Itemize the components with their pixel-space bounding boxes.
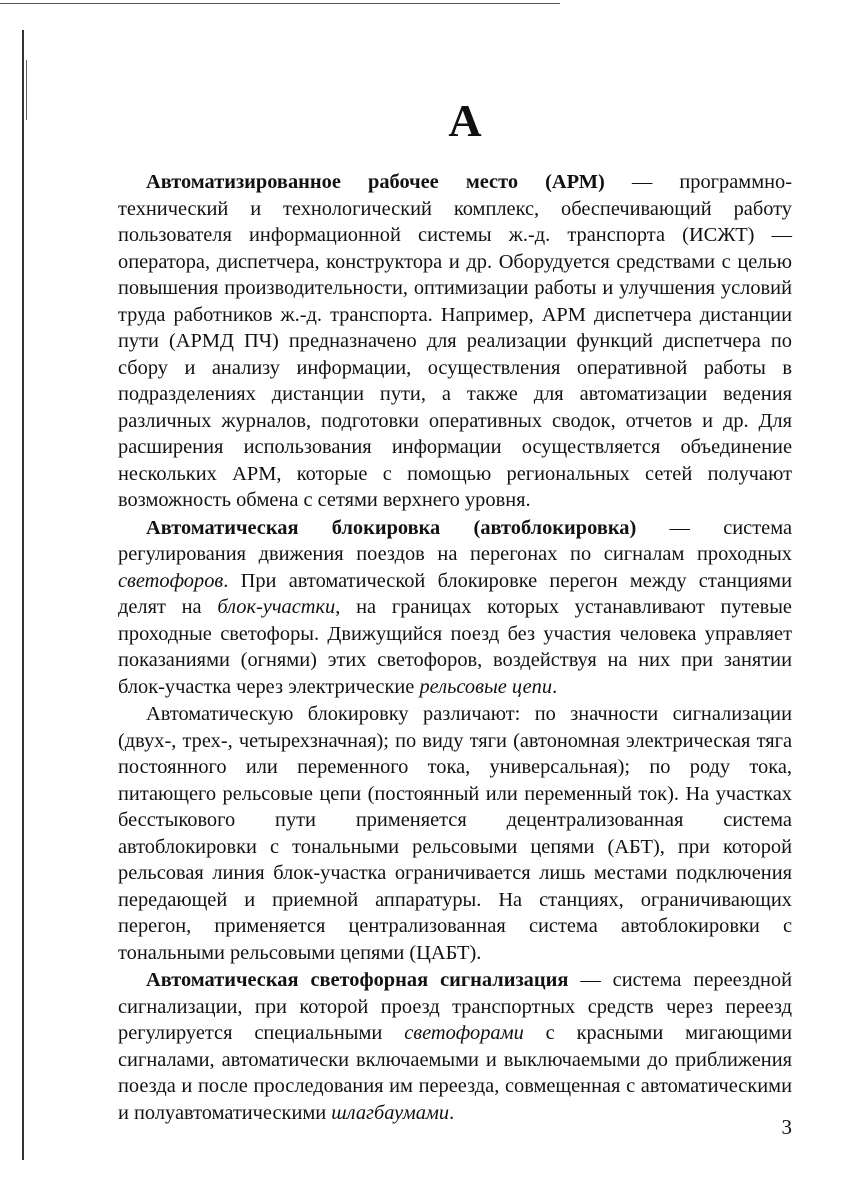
entry-definition: . [449,1101,455,1124]
dictionary-entry-crossing-signal [118,967,792,1126]
entry-definition: — система переездной сигнализации, при которой проезд транспортных средств через переезд регулируется специальными [118,969,792,1044]
dictionary-page [118,95,792,1126]
entry-term: Автоматическая светофорная сигнализация [146,969,569,991]
dictionary-entry-autoblock [118,515,792,701]
scan-edge-line [0,3,560,4]
binding-margin-mark [26,60,27,120]
page-number: 3 [781,1115,792,1139]
entry-definition: с красными мигающими сигналами, автоматически включаемыми и выключаемыми до приближения поезда и после проследования им переезда, совмещенная с автоматическими и полуавтоматическими [118,1022,792,1124]
entry-term: Автоматическая блокировка (автоблокировка) [146,516,637,539]
entry-definition: . При автоматической блокировке перегон между станциями делят на [118,569,792,618]
cross-reference: светофоров [118,569,224,592]
entry-definition: — система регулирования движения поездов на перегонах по сигналам проходных [118,516,793,565]
entry-definition: . [552,675,558,698]
entry-definition: Автоматическую блокировку различают: по значности сигнализации (двух-, трех-, четырехзначная); по виду тяги (автономная электрическая тяга постоянного или переменного тока, универсальная); по роду тока, питающего рельсовые цепи (постоянный или переменный ток). На участках бесстыкового пути применяется децентрализованная система автоблокировки с тональными рельсовыми цепями (АБТ), при которой рельсовая линия блок-участка ограничивается лишь местами подключения передающей и приемной аппаратуры. На станциях, ограничивающих перегон, применяется централизованная система автоблокировки с тональными рельсовыми цепями (ЦАБТ). [118,703,792,964]
dictionary-entry-arm [118,169,792,514]
cross-reference: блок-участки [217,596,336,618]
cross-reference: рельсовые цепи [419,675,553,698]
cross-reference: светофорами [404,1022,524,1044]
entry-definition: — программно-технический и технологический комплекс, обеспечивающий работу пользователя информационной системы ж.-д. транспорта (ИСЖТ) — оператора, диспетчера, конструктора и др. Оборудуется средствами с целью повышения производительности, оптимизации работы и улучшения условий труда работников ж.-д. транспорта. Например, АРМ диспетчера дистанции пути (АРМД ПЧ) предназначено для реализации функций диспетчера по сбору и анализу информации, осуществления оперативной работы в подразделениях дистанции пути, а также для автоматизации ведения различных журналов, подготовки оперативных сводок, отчетов и др. Для расширения использования информации осуществляется объединение нескольких АРМ, которые с помощью региональных сетей получают возможность обмена с сетями верхнего уровня. [118,171,792,511]
letter-heading: А [448,95,482,146]
cross-reference: шлагбаумами [331,1101,450,1124]
entry-definition: , на границах которых устанавливают путевые проходные светофоры. Движущийся поезд без участия человека управляет показаниями (огнями) этих светофоров, воздействуя на них при занятии блок-участка через электрические [118,596,792,698]
entry-term: Автоматизированное рабочее место (АРМ) [146,171,605,193]
binding-margin-line [22,30,24,1160]
dictionary-entry-autoblock-types [118,701,792,966]
